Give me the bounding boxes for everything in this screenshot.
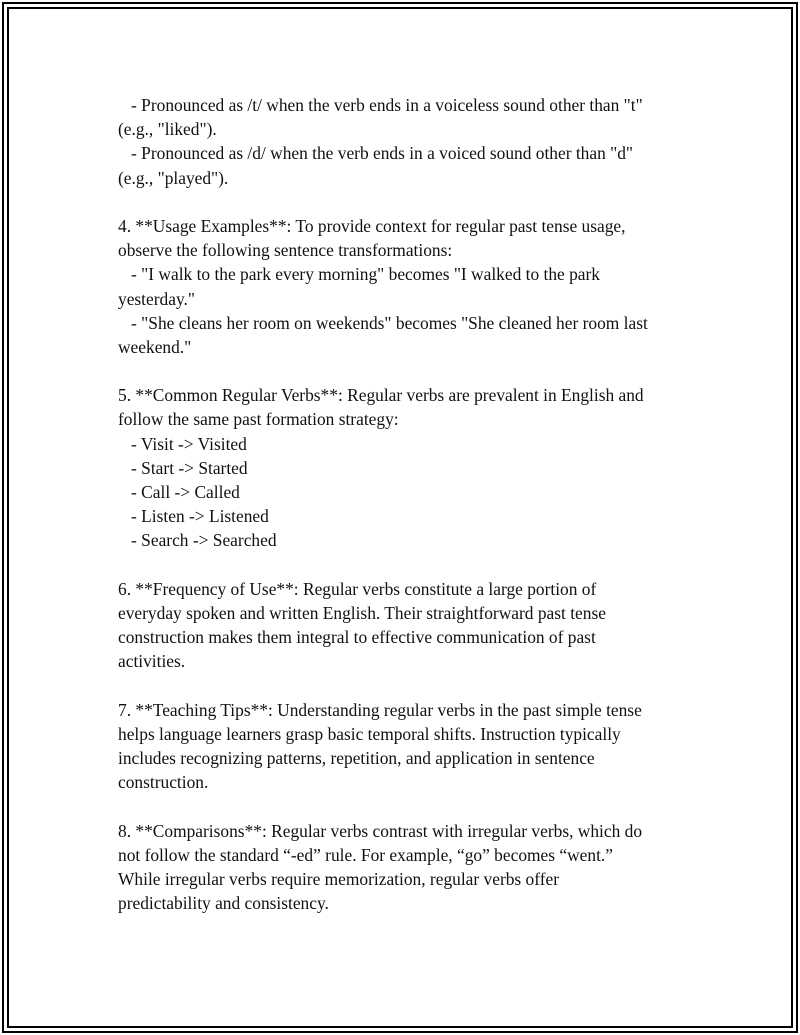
text-line: everyday spoken and written English. Their straightforward past tense: [118, 602, 606, 623]
text-line: 8. **Comparisons**: Regular verbs contrast with irregular verbs, which do: [118, 820, 643, 841]
document-body: [118, 93, 688, 915]
text-line: 4. **Usage Examples**: To provide context for regular past tense usage,: [118, 215, 626, 236]
text-line: not follow the standard “-ed” rule. For example, “go” becomes “went.”: [118, 844, 613, 865]
text-line: (e.g., "played").: [118, 167, 229, 188]
text-line: observe the following sentence transformations:: [118, 240, 453, 261]
text-line: 6. **Frequency of Use**: Regular verbs constitute a large portion of: [118, 578, 597, 599]
text-line: 5. **Common Regular Verbs**: Regular verbs are prevalent in English and: [118, 385, 644, 406]
text-line: weekend.": [118, 336, 192, 357]
blank-line: [118, 190, 688, 214]
blank-line: [118, 359, 688, 383]
text-line: includes recognizing patterns, repetition, and application in sentence: [118, 748, 595, 769]
text-line: predictability and consistency.: [118, 893, 329, 914]
text-line: - Start -> Started: [118, 457, 248, 478]
text-line: 7. **Teaching Tips**: Understanding regular verbs in the past simple tense: [118, 699, 642, 720]
text-line: helps language learners grasp basic temporal shifts. Instruction typically: [118, 723, 621, 744]
blank-line: [118, 794, 688, 818]
text-line: - Call -> Called: [118, 482, 240, 502]
text-line: While irregular verbs require memorization, regular verbs offer: [118, 869, 560, 889]
text-line: - Pronounced as /t/ when the verb ends in a voiceless sound other than "t": [118, 95, 643, 115]
text-line: follow the same past formation strategy:: [118, 409, 399, 430]
text-line: (e.g., "liked").: [118, 119, 217, 140]
text-line: - Search -> Searched: [118, 530, 277, 551]
text-line: - "I walk to the park every morning" becomes "I walked to the park: [118, 264, 600, 285]
blank-line: [118, 553, 688, 577]
text-line: activities.: [118, 651, 186, 672]
text-line: construction.: [118, 772, 209, 793]
text-line: - "She cleans her room on weekends" becomes "She cleaned her room last: [118, 312, 648, 333]
text-line: - Listen -> Listened: [118, 506, 269, 527]
text-line: construction makes them integral to effective communication of past: [118, 627, 596, 648]
text-line: yesterday.": [118, 288, 195, 309]
blank-line: [118, 674, 688, 698]
text-line: - Pronounced as /d/ when the verb ends in a voiced sound other than "d": [118, 143, 634, 164]
text-line: - Visit -> Visited: [118, 433, 247, 454]
